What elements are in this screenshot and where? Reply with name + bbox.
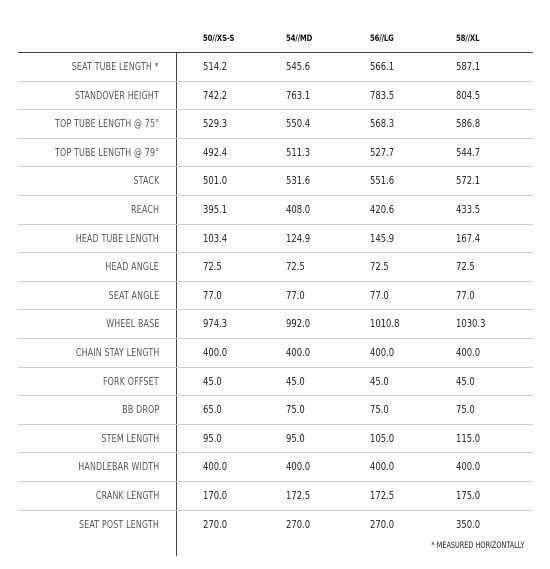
- row-label: CHAIN STAY LENGTH: [75, 345, 159, 359]
- table-header-row: [18, 28, 533, 53]
- table-cell: 72.5: [370, 260, 389, 274]
- table-cell: 551.6: [370, 174, 395, 188]
- table-cell: 742.2: [203, 88, 228, 102]
- row-label: SEAT ANGLE: [108, 288, 159, 302]
- table-cell: 529.3: [203, 117, 228, 131]
- table-row: [18, 253, 533, 282]
- table-cell: 77.0: [370, 288, 389, 302]
- table-cell: 145.9: [370, 231, 395, 245]
- table-cell: 72.5: [286, 260, 305, 274]
- table-row: [18, 110, 533, 139]
- table-row: [18, 511, 533, 539]
- table-cell: 400.0: [370, 345, 395, 359]
- table-cell: 400.0: [203, 345, 228, 359]
- table-cell: 72.5: [456, 260, 475, 274]
- table-cell: 172.5: [370, 488, 395, 502]
- table-cell: 75.0: [456, 403, 475, 417]
- table-row: [18, 139, 533, 168]
- row-label: HEAD TUBE LENGTH: [75, 231, 159, 245]
- table-cell: 95.0: [286, 431, 305, 445]
- table-row: [18, 196, 533, 225]
- table-cell: 400.0: [370, 460, 395, 474]
- table-cell: 1010.8: [370, 317, 400, 331]
- table-cell: 175.0: [456, 488, 481, 502]
- table-cell: 531.6: [286, 174, 311, 188]
- table-cell: 77.0: [456, 288, 475, 302]
- row-label: HANDLEBAR WIDTH: [77, 460, 159, 474]
- row-label: FORK OFFSET: [103, 374, 159, 388]
- row-label: HEAD ANGLE: [105, 260, 159, 274]
- table-cell: 103.4: [203, 231, 228, 245]
- table-cell: 400.0: [286, 345, 311, 359]
- table-cell: 75.0: [286, 403, 305, 417]
- footnote: * MEASURED HORIZONTALLY: [430, 541, 524, 551]
- table-row: [18, 53, 533, 82]
- table-cell: 395.1: [203, 202, 228, 216]
- table-cell: 77.0: [286, 288, 305, 302]
- table-cell: 400.0: [456, 460, 481, 474]
- table-cell: 72.5: [203, 260, 222, 274]
- table-cell: 783.5: [370, 88, 395, 102]
- table-row: [18, 225, 533, 254]
- table-cell: 568.3: [370, 117, 395, 131]
- column-header-xs-s: 50//XS-S: [203, 34, 235, 44]
- row-label: BB DROP: [121, 403, 159, 417]
- table-cell: 172.5: [286, 488, 311, 502]
- table-cell: 1030.3: [456, 317, 486, 331]
- table-cell: 587.1: [456, 60, 481, 73]
- table-row: [18, 310, 533, 339]
- row-label: STACK: [133, 174, 159, 188]
- table-cell: 105.0: [370, 431, 395, 445]
- table-cell: 544.7: [456, 145, 481, 159]
- table-cell: 492.4: [203, 145, 228, 159]
- table-cell: 45.0: [286, 374, 305, 388]
- table-cell: 270.0: [286, 517, 311, 531]
- table-cell: 95.0: [203, 431, 222, 445]
- table-row: [18, 339, 533, 368]
- column-header-xl: 58//XL: [456, 34, 480, 44]
- table-row: [18, 167, 533, 196]
- row-label: SEAT POST LENGTH: [79, 517, 159, 531]
- row-label: TOP TUBE LENGTH @ 75°: [54, 117, 159, 131]
- table-row: [18, 368, 533, 397]
- table-cell: 527.7: [370, 145, 395, 159]
- table-cell: 400.0: [203, 460, 228, 474]
- table-cell: 400.0: [286, 460, 311, 474]
- row-label: CRANK LENGTH: [95, 488, 159, 502]
- table-row: [18, 282, 533, 311]
- table-cell: 75.0: [370, 403, 389, 417]
- row-label: TOP TUBE LENGTH @ 79°: [54, 145, 159, 159]
- table-cell: 545.6: [286, 60, 311, 73]
- table-cell: 974.3: [203, 317, 228, 331]
- table-cell: 550.4: [286, 117, 311, 131]
- table-cell: 65.0: [203, 403, 222, 417]
- table-row: [18, 396, 533, 425]
- table-row: [18, 482, 533, 511]
- geometry-table: [18, 28, 533, 538]
- table-cell: 45.0: [456, 374, 475, 388]
- table-cell: 350.0: [456, 517, 481, 531]
- table-row: [18, 425, 533, 454]
- table-cell: 572.1: [456, 174, 481, 188]
- table-cell: 992.0: [286, 317, 311, 331]
- table-cell: 77.0: [203, 288, 222, 302]
- column-header-lg: 56//LG: [370, 34, 394, 44]
- table-cell: 514.2: [203, 60, 228, 73]
- table-cell: 45.0: [203, 374, 222, 388]
- table-cell: 501.0: [203, 174, 228, 188]
- table-cell: 408.0: [286, 202, 311, 216]
- table-cell: 270.0: [370, 517, 395, 531]
- table-cell: 167.4: [456, 231, 481, 245]
- table-cell: 433.5: [456, 202, 481, 216]
- table-cell: 270.0: [203, 517, 228, 531]
- table-cell: 170.0: [203, 488, 228, 502]
- table-cell: 115.0: [456, 431, 481, 445]
- table-cell: 804.5: [456, 88, 481, 102]
- table-cell: 124.9: [286, 231, 311, 245]
- column-header-md: 54//MD: [286, 34, 313, 44]
- row-label: WHEEL BASE: [105, 317, 159, 331]
- row-label: SEAT TUBE LENGTH *: [72, 60, 159, 73]
- table-cell: 566.1: [370, 60, 395, 73]
- table-cell: 511.3: [286, 145, 311, 159]
- table-cell: 45.0: [370, 374, 389, 388]
- table-row: [18, 453, 533, 482]
- table-cell: 420.6: [370, 202, 395, 216]
- table-row: [18, 82, 533, 111]
- table-cell: 400.0: [456, 345, 481, 359]
- table-cell: 763.1: [286, 88, 311, 102]
- row-label: STEM LENGTH: [101, 431, 159, 445]
- row-label: REACH: [130, 202, 159, 216]
- table-cell: 586.8: [456, 117, 481, 131]
- row-label: STANDOVER HEIGHT: [75, 88, 159, 102]
- table-body: [18, 53, 533, 538]
